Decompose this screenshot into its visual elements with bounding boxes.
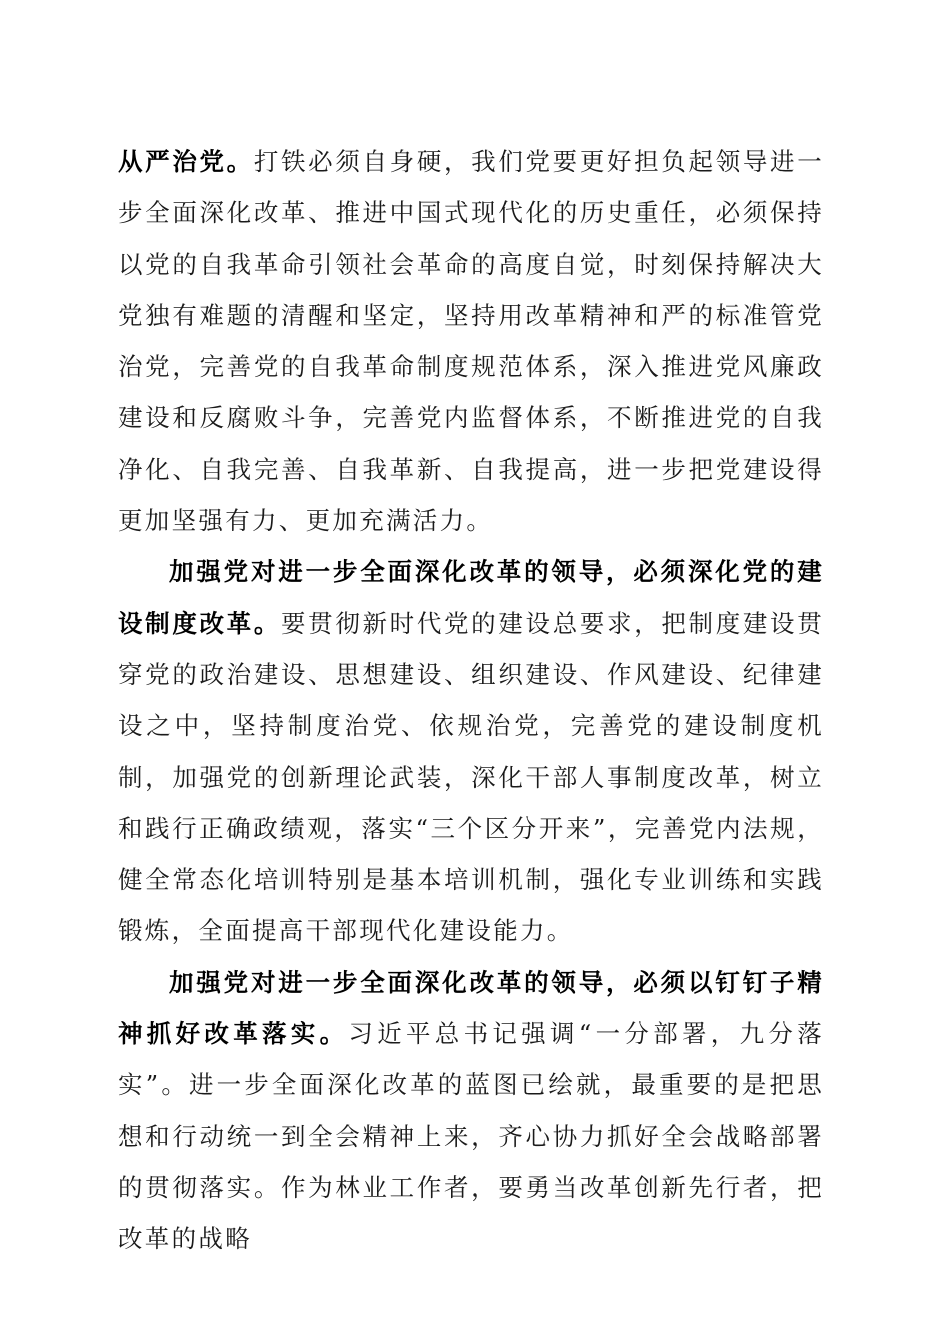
paragraph-2	[118, 546, 824, 956]
paragraph-3	[118, 957, 824, 1265]
paragraph-3-text: 习近平总书记强调“一分部署，九分落实”。进一步全面深化改革的蓝图已绘就，最重要的是把思想和行动统一到全会精神上来，齐心协力抓好全会战略部署的贯彻落实。作为林业工作者，要勇当改革创新先行者，把改革的战略	[118, 1019, 824, 1254]
paragraph-2-text: 要贯彻新时代党的建设总要求，把制度建设贯穿党的政治建设、思想建设、组织建设、作风建设、纪律建设之中，坚持制度治党、依规治党，完善党的建设制度机制，加强党的创新理论武装，深化干部人事制度改革，树立和践行正确政绩观，落实“三个区分开来”，完善党内法规，健全常态化培训特别是基本培训机制，强化专业训练和实践锻炼，全面提高干部现代化建设能力。	[118, 608, 824, 946]
paragraph-1-lead: 从严治党。	[118, 147, 254, 176]
paragraph-3-lead: 加强党对进一步全面深化改革的领导，必须以钉钉子精神抓好改革落实。	[118, 967, 824, 1049]
document-body	[118, 136, 824, 1265]
paragraph-1-text: 打铁必须自身硬，我们党要更好担负起领导进一步全面深化改革、推进中国式现代化的历史重任，必须保持以党的自我革命引领社会革命的高度自觉，时刻保持解决大党独有难题的清醒和坚定，坚持用改革精神和严的标准管党治党，完善党的自我革命制度规范体系，深入推进党风廉政建设和反腐败斗争，完善党内监督体系，不断推进党的自我净化、自我完善、自我革新、自我提高，进一步把党建设得更加坚强有力、更加充满活力。	[118, 147, 824, 536]
paragraph-2-lead: 加强党对进一步全面深化改革的领导，必须深化党的建设制度改革。	[118, 557, 824, 638]
paragraph-1	[118, 136, 824, 546]
